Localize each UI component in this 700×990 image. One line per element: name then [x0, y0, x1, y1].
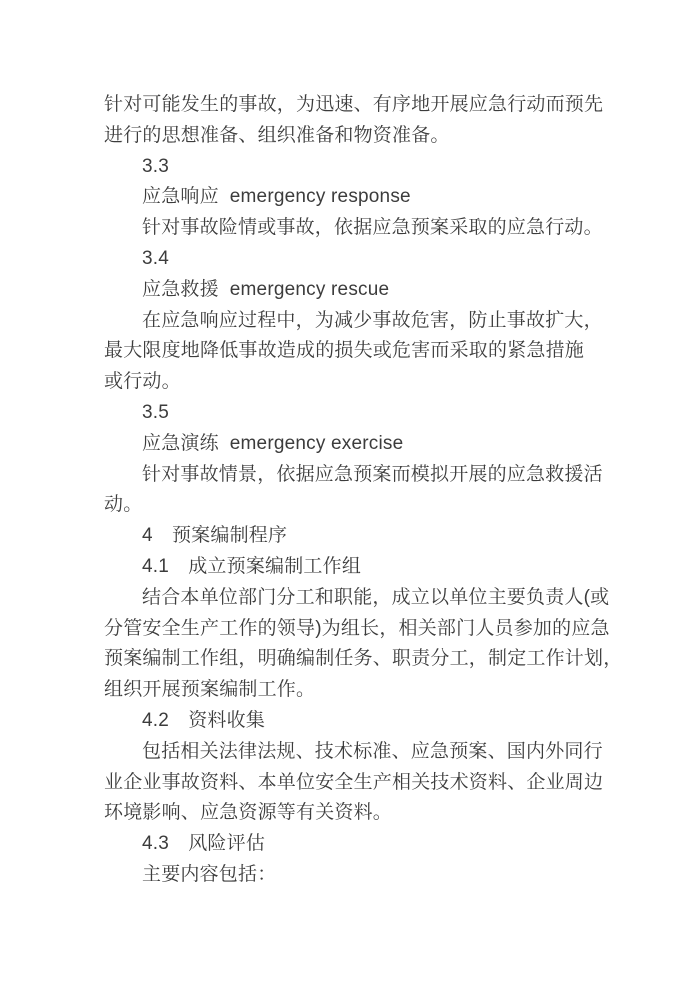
text-line: 3.5 [142, 401, 170, 423]
text-line: 针对事故情景，依据应急预案而模拟开展的应急救援活 [142, 463, 603, 485]
text-line: 最大限度地降低事故造成的损失或危害而采取的紧急措施 [104, 340, 585, 362]
text-line: 针对可能发生的事故，为迅速、有序地开展应急行动而预先 [104, 94, 604, 115]
text-line: 4.2 资料收集 [142, 709, 266, 731]
text-line: 3.4 [142, 247, 170, 269]
text-line: 在应急响应过程中，为减少事故危害，防止事故扩大， [142, 309, 603, 331]
text-line: 包括相关法律法规、技术标准、应急预案、国内外同行 [142, 740, 603, 762]
text-line: 4.1 成立预案编制工作组 [142, 555, 362, 577]
text-line: 环境影响、应急资源等有关资料。 [104, 802, 393, 824]
text-line: 动。 [104, 494, 143, 516]
text-line: 或行动。 [104, 371, 181, 393]
text-line: 应急救援 emergency rescue [142, 278, 390, 300]
text-line: 分管安全生产工作的领导)为组长，相关部门人员参加的应急 [104, 617, 610, 639]
text-line: 应急演练 emergency exercise [142, 432, 404, 454]
text-line: 4.3 风险评估 [142, 833, 266, 855]
text-line: 业企业事故资料、本单位安全生产相关技术资料、企业周边 [104, 771, 604, 793]
text-line: 4 预案编制程序 [142, 525, 288, 547]
text-line: 主要内容包括： [142, 863, 277, 885]
text-line: 结合本单位部门分工和职能，成立以单位主要负责人(或 [142, 586, 610, 608]
text-line: 3.3 [142, 155, 170, 177]
text-line: 针对事故险情或事故，依据应急预案采取的应急行动。 [142, 217, 603, 239]
text-line: 进行的思想准备、组织准备和物资准备。 [104, 124, 450, 146]
text-line: 预案编制工作组，明确编制任务、职责分工，制定工作计划， [104, 648, 623, 670]
text-line: 组织开展预案编制工作。 [104, 679, 316, 701]
text-line: 应急响应 emergency response [142, 186, 411, 208]
